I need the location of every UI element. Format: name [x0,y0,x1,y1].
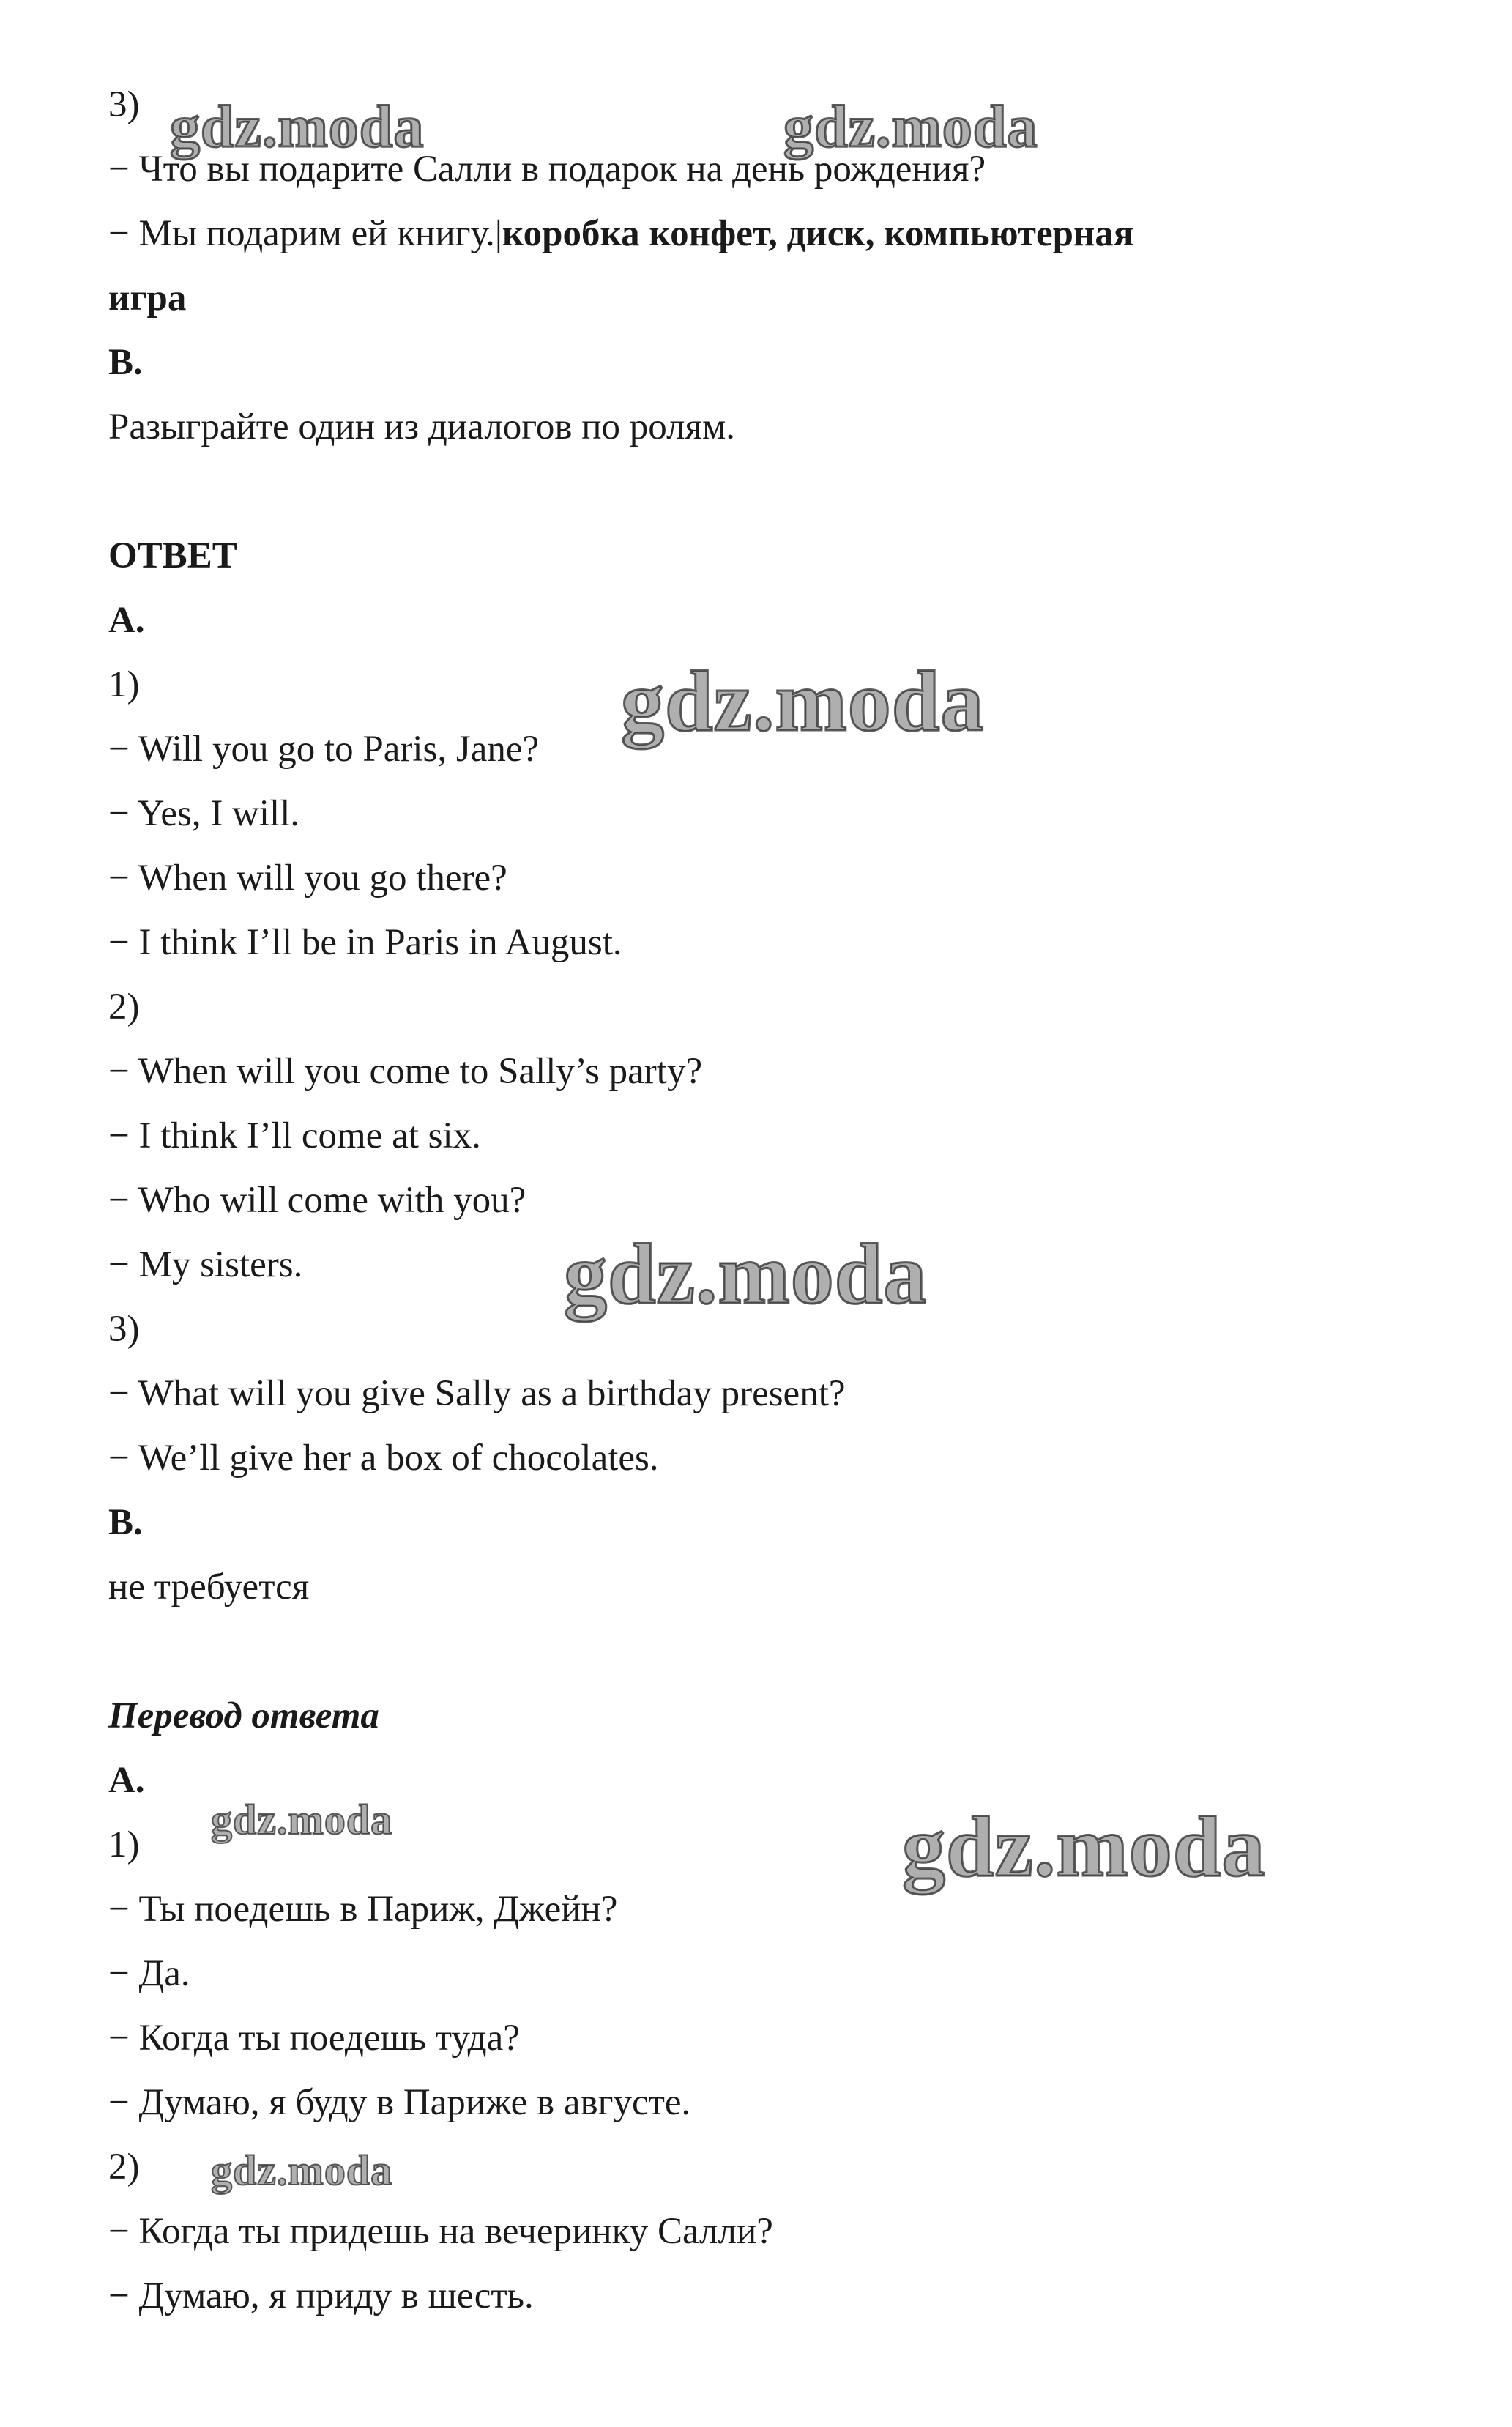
answer-dialog-1-line-1: − Will you go to Paris, Jane? [108,729,540,770]
answer-dialog-2-number: 2) [108,986,140,1027]
answer-options-bold: коробка конфет, диск, компьютерная [502,213,1134,254]
answer-dialog-2-line-2: − I think I’ll come at six. [108,1115,481,1156]
translation-heading: Перевод ответа [108,1695,379,1736]
translation-dialog-1-line-2: − Да. [108,1953,190,1994]
answer-heading: ОТВЕТ [108,535,237,576]
question-line: − Что вы подарите Салли в подарок на день рождения? [108,149,986,190]
answer-dialog-1-line-3: − When will you go there? [108,858,507,899]
item-number-3: 3) [108,84,140,125]
translation-dialog-1-line-4: − Думаю, я буду в Париже в августе. [108,2082,691,2123]
answer-options-continuation: игра [108,278,187,319]
watermark: gdz.moda [211,1796,393,1843]
answer-dialog-2-line-3: − Who will come with you? [108,1180,526,1221]
translation-section-a-label: A. [108,1760,145,1801]
watermark: gdz.moda [211,2147,393,2194]
translation-dialog-1-line-3: − Когда ты поедешь туда? [108,2018,520,2059]
answer-section-b-label: B. [108,1502,143,1543]
answer-section-a-label: A. [108,600,145,641]
watermark: gdz.moda [564,1226,928,1322]
watermark: gdz.moda [902,1799,1266,1895]
answer-dialog-2-line-4: − My sisters. [108,1244,303,1285]
section-b-label: B. [108,342,143,383]
answer-section-b-text: не требуется [108,1566,310,1608]
answer-dialog-1-line-4: − I think I’ll be in Paris in August. [108,922,622,963]
watermark: gdz.moda [783,93,1038,160]
translation-dialog-2-line-2: − Думаю, я приду в шесть. [108,2275,534,2316]
task-b-text: Разыграйте один из диалогов по ролям. [108,406,735,447]
translation-dialog-2-line-1: − Когда ты придешь на вечеринку Салли? [108,2211,773,2252]
answer-dialog-2-line-1: − When will you come to Sally’s party? [108,1051,703,1092]
watermark: gdz.moda [621,653,985,749]
translation-dialog-1-line-1: − Ты поедешь в Париж, Джейн? [108,1889,618,1930]
answer-plain-text: − Мы подарим ей книгу.| [108,213,502,254]
answer-dialog-3-number: 3) [108,1309,140,1350]
answer-line-with-options [108,212,1133,256]
watermark: gdz.moda [170,93,425,160]
answer-dialog-3-line-1: − What will you give Sally as a birthday present? [108,1373,846,1414]
answer-dialog-1-line-2: − Yes, I will. [108,793,300,834]
translation-dialog-2-number: 2) [108,2147,140,2188]
answer-dialog-3-line-2: − We’ll give her a box of chocolates. [108,1438,659,1479]
answer-dialog-1-number: 1) [108,664,140,705]
translation-dialog-1-number: 1) [108,1824,140,1865]
